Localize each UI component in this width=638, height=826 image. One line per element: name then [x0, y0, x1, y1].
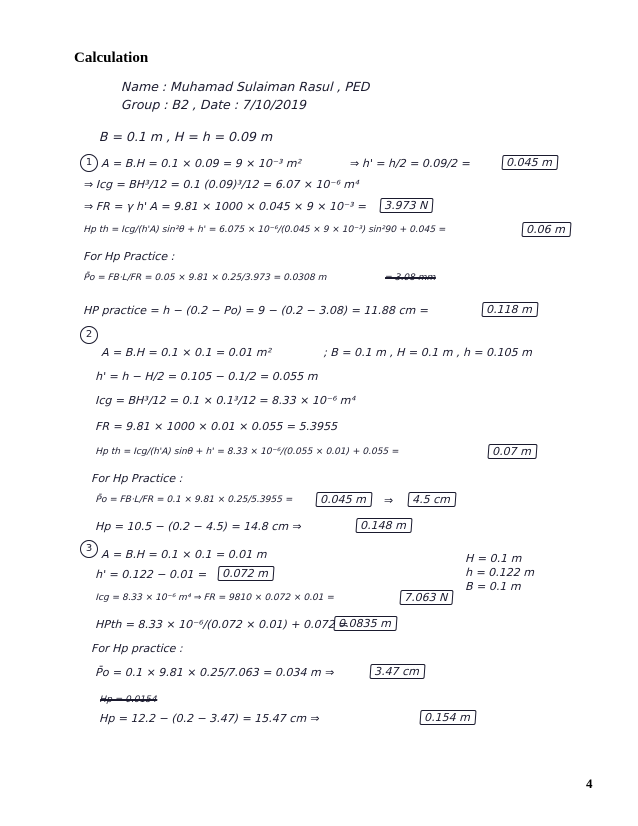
p1-icg: ⇒ Icg = BH³/12 = 0.1 (0.09)³/12 = 6.07 × 10⁻⁶ m⁴ — [83, 178, 360, 191]
p2-hp: Hp = 10.5 − (0.2 − 4.5) = 14.8 cm ⇒ — [95, 520, 303, 533]
p2-given: ; B = 0.1 m , H = 0.1 m , h = 0.105 m — [323, 346, 534, 359]
p2-hp-theory: Hp th = Icg/(h'A) sinθ + h' = 8.33 × 10⁻⁶/(0.055 × 0.01) + 0.055 = — [95, 447, 400, 457]
p1-hp-practice: HP practice = h − (0.2 − Po) = 9 − (0.2 − 3.08) = 11.88 cm = — [83, 304, 430, 317]
p3-hp-theory: HPth = 8.33 × 10⁻⁶/(0.072 × 0.01) + 0.072 = — [95, 618, 349, 631]
p1-po-struck: = 3.08 mm — [384, 273, 437, 283]
student-name: Name : Muhamad Sulaiman Rasul , PED — [121, 79, 372, 94]
p3-practice-title: For Hp practice : — [91, 642, 184, 655]
p3-hprime: h' = 0.122 − 0.01 = — [95, 568, 208, 581]
page-number: 4 — [586, 776, 593, 791]
p3-icg-fr: Icg = 8.33 × 10⁻⁶ m⁴ ⇒ FR = 9810 × 0.072 × 0.01 = — [95, 593, 335, 603]
p3-hp-theory-result: 0.0835 m — [333, 616, 397, 631]
p1-po: P̄o = FB·L/FR = 0.05 × 9.81 × 0.25/3.973 = 0.0308 m — [83, 273, 328, 283]
p2-icg: Icg = BH³/12 = 0.1 × 0.1³/12 = 8.33 × 10⁻⁶ m⁴ — [95, 394, 357, 407]
p2-hprime: h' = h − H/2 = 0.105 − 0.1/2 = 0.055 m — [95, 370, 319, 383]
p1-hp-theory-result: 0.06 m — [521, 222, 571, 237]
p2-practice-title: For Hp Practice : — [91, 472, 184, 485]
p2-po-cm-result: 4.5 cm — [407, 492, 456, 507]
p1-fr-result: 3.973 N — [379, 198, 433, 213]
p3-po: P̄o = 0.1 × 9.81 × 0.25/7.063 = 0.034 m ⇒ — [95, 666, 335, 679]
p1-hp-theory: Hp th = Icg/(h'A) sin²θ + h' = 6.075 × 10⁻⁶/(0.045 × 9 × 10⁻³) sin²90 + 0.045 = — [83, 225, 447, 235]
p2-hp-result: 0.148 m — [355, 518, 412, 533]
section-heading: Calculation — [74, 50, 149, 66]
p3-given-B: B = 0.1 m — [465, 580, 522, 593]
p2-area: A = B.H = 0.1 × 0.1 = 0.01 m² — [101, 346, 273, 359]
part-2-marker: 2 — [80, 326, 98, 344]
p3-hprime-result: 0.072 m — [217, 566, 274, 581]
p3-po-result: 3.47 cm — [369, 664, 425, 679]
p3-hp: Hp = 12.2 − (0.2 − 3.47) = 15.47 cm ⇒ — [99, 712, 321, 725]
p3-fr-result: 7.063 N — [399, 590, 453, 605]
p1-hp-practice-result: 0.118 m — [481, 302, 538, 317]
p2-fr: FR = 9.81 × 1000 × 0.01 × 0.055 = 5.3955 — [95, 420, 339, 433]
p2-hp-theory-result: 0.07 m — [487, 444, 537, 459]
p3-struck-text: Hp = 0.0154 — [99, 695, 158, 705]
p3-given-H: H = 0.1 m — [465, 552, 523, 565]
p2-po: P̄o = FB·L/FR = 0.1 × 9.81 × 0.25/5.3955 = — [95, 495, 294, 505]
p1-area: A = B.H = 0.1 × 0.09 = 9 × 10⁻³ m² — [101, 157, 303, 170]
group-date: Group : B2 , Date : 7/10/2019 — [121, 97, 308, 112]
p2-po-arrow: ⇒ — [383, 494, 394, 507]
p1-fr: ⇒ FR = γ h' A = 9.81 × 1000 × 0.045 × 9 × 10⁻³ = — [83, 200, 368, 213]
part-1-marker: 1 — [80, 154, 98, 172]
p3-area: A = B.H = 0.1 × 0.1 = 0.01 m — [101, 548, 268, 561]
given-dimensions: B = 0.1 m , H = h = 0.09 m — [99, 129, 274, 144]
p1-hprime-arrow: ⇒ h' = h/2 = 0.09/2 = — [349, 157, 472, 170]
p1-hprime-result: 0.045 m — [501, 155, 558, 170]
p3-hp-result: 0.154 m — [419, 710, 476, 725]
p3-given-h: h = 0.122 m — [465, 566, 536, 579]
p1-practice-title: For Hp Practice : — [83, 250, 176, 263]
part-3-marker: 3 — [80, 540, 98, 558]
p2-po-result: 0.045 m — [315, 492, 372, 507]
